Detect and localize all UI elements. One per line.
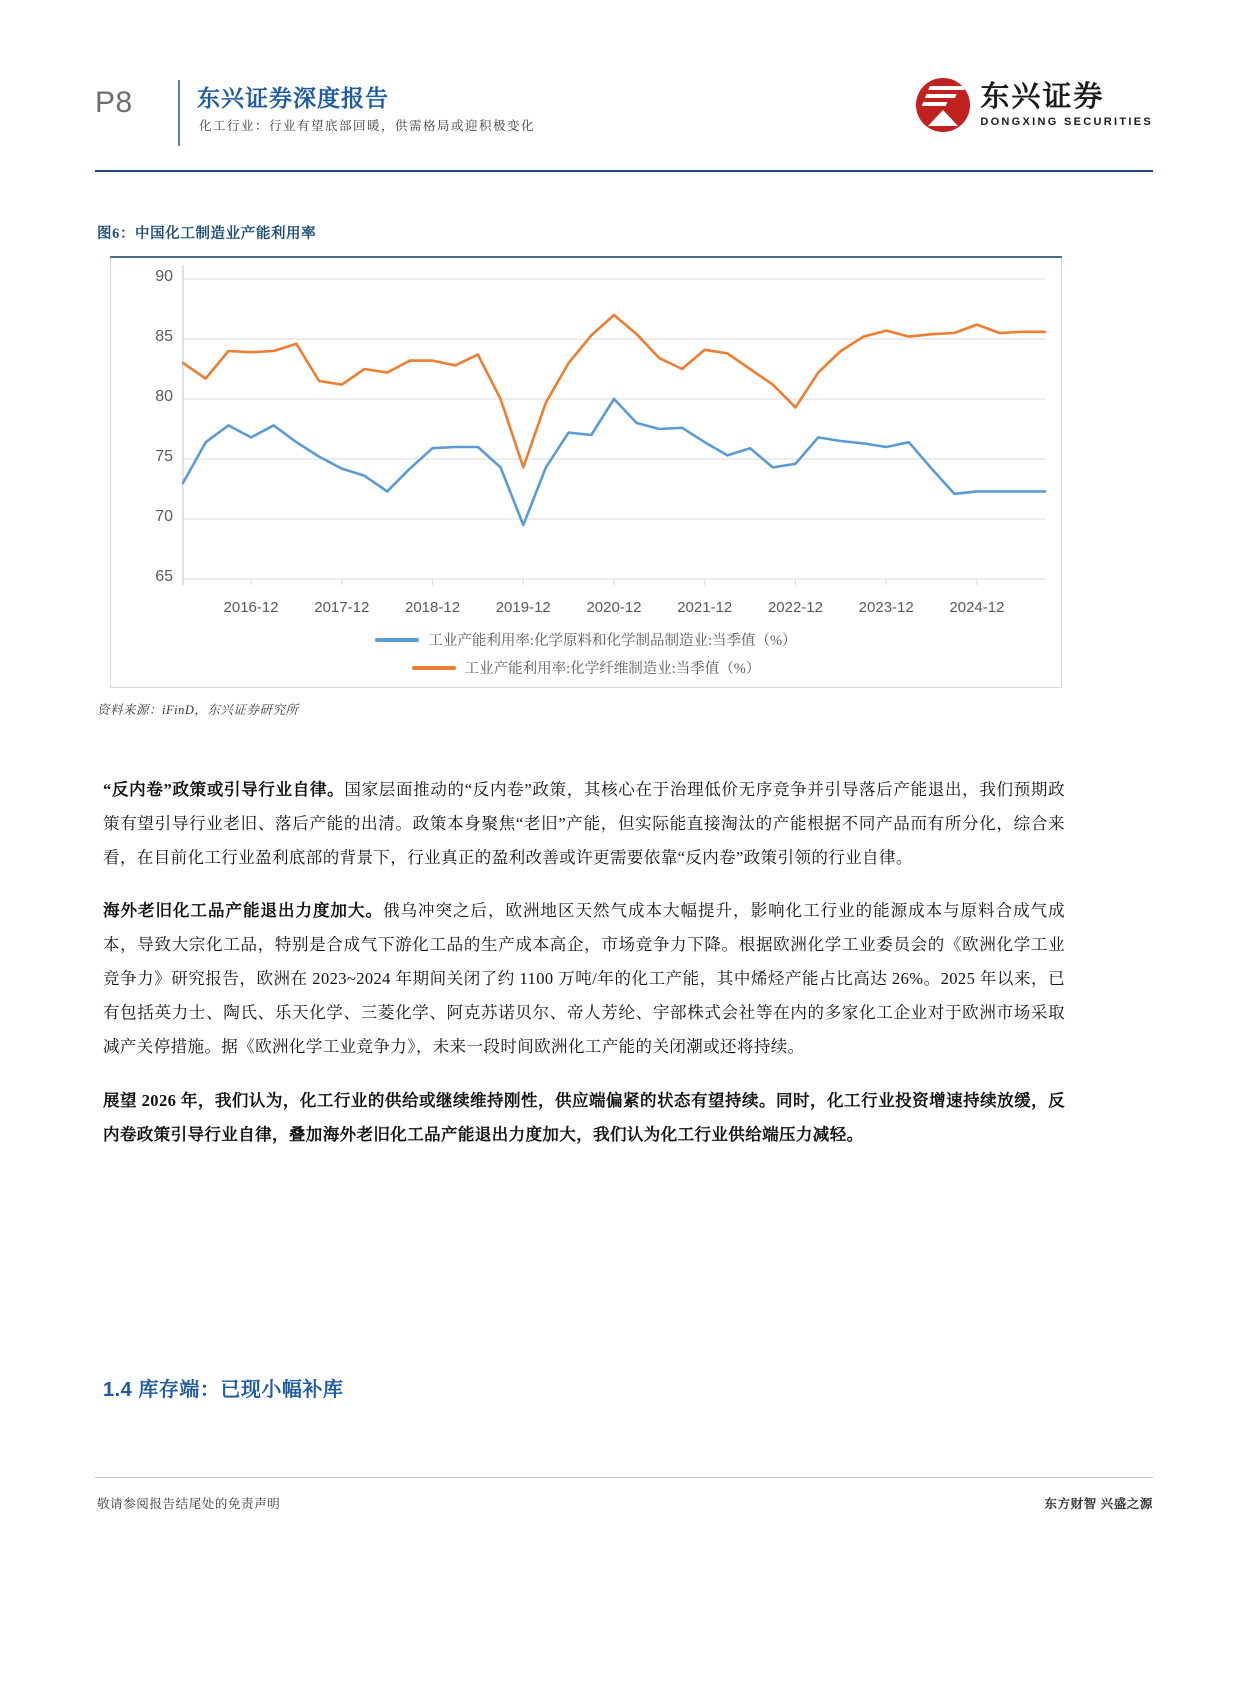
logo-chinese-name: 东兴证券 — [980, 80, 1105, 113]
page-number: P8 — [95, 86, 133, 119]
y-axis-tick: 90 — [155, 268, 173, 285]
footer-rule — [95, 1477, 1153, 1478]
footer-slogan: 东方财智 兴盛之源 — [1044, 1497, 1153, 1511]
paragraph-3 — [103, 1084, 1065, 1152]
paragraph-3-lead: 展望 2026 年， — [103, 1090, 215, 1110]
x-axis-tick: 2022-12 — [767, 599, 823, 616]
y-axis-tick: 70 — [155, 508, 173, 525]
x-axis-tick: 2017-12 — [314, 599, 370, 616]
x-axis-tick: 2019-12 — [495, 599, 551, 616]
article-body — [103, 756, 1065, 1171]
page-header — [0, 78, 1241, 170]
x-axis-tick: 2020-12 — [586, 599, 642, 616]
footer-disclaimer: 敬请参阅报告结尾处的免责声明 — [97, 1497, 281, 1511]
paragraph-1-text: 国家层面推动的“反内卷”政策，其核心在于治理低价无序竞争并引导落后产能退出，我们预期政策有望引导行业老旧、落后产能的出清。政策本身聚焦“老旧”产能，但实际能直接淘汰的产能根据不同产品而有所分化，综合来看，在目前化工行业盈利底部的背景下，行业真正的盈利改善或许更需要依靠“反内卷”政策引领的行业自律。 — [103, 779, 1065, 867]
x-axis-tick: 2021-12 — [677, 599, 733, 616]
x-axis-tick: 2016-12 — [223, 599, 279, 616]
legend-item[interactable] — [375, 629, 796, 650]
y-axis-tick: 65 — [155, 568, 173, 585]
paragraph-1-lead: “反内卷”政策或引导行业自律。 — [103, 779, 345, 799]
header-rule — [95, 170, 1153, 172]
section-heading-1-4: 1.4 库存端：已现小幅补库 — [103, 1379, 344, 1401]
figure-source: 资料来源：iFinD，东兴证券研究所 — [97, 703, 299, 717]
legend-item[interactable] — [412, 657, 761, 678]
report-subtitle: 化工行业：行业有望底部回暖，供需格局或迎积极变化 — [199, 119, 536, 133]
x-axis-tick: 2018-12 — [404, 599, 461, 616]
paragraph-1 — [103, 773, 1065, 875]
figure-caption: 图6：中国化工制造业产能利用率 — [97, 226, 317, 242]
y-axis-tick: 80 — [155, 388, 173, 405]
logo-english-name: DONGXING SECURITIES — [980, 115, 1153, 128]
legend-color-swatch — [375, 638, 419, 642]
legend-label: 工业产能利用率:化学纤维制造业:当季值（%） — [464, 661, 761, 677]
y-axis-tick: 85 — [155, 328, 173, 345]
chart-legend — [111, 629, 1061, 678]
dongxing-logo-icon — [916, 78, 970, 132]
company-logo — [916, 78, 1153, 132]
paragraph-2-text: 俄乌冲突之后，欧洲地区天然气成本大幅提升，影响化工行业的能源成本与原料合成气成本，导致大宗化工品，特别是合成气下游化工品的生产成本高企，市场竞争力下降。根据欧洲化学工业委员会的《欧洲化学工业竞争力》研究报告，欧洲在 2023~2024 年期间关闭了约 1100 万吨/年的化工产能，其中烯烃产能占比高达 26%。2025 年以来，已有包括英力士、陶氏、乐天化学、三菱化学、阿克苏诺贝尔、帝人芳纶、宇部株式会社等在内的多家化工企业对于欧洲市场采取减产关停措施。据《欧洲化学工业竞争力》，未来一段时间欧洲化工产能的关闭潮或还将持续。 — [103, 900, 1065, 1057]
paragraph-3-text: 我们认为，化工行业的供给或继续维持刚性，供应端偏紧的状态有望持续。同时，化工行业投资增速持续放缓，反内卷政策引导行业自律，叠加海外老旧化工品产能退出力度加大，我们认为化工行业供给端压力减轻。 — [103, 1090, 1066, 1144]
y-axis-tick: 75 — [155, 448, 173, 465]
legend-color-swatch — [412, 666, 456, 670]
legend-label: 工业产能利用率:化学原料和化学制品制造业:当季值（%） — [428, 633, 797, 649]
chart-plot-area — [111, 257, 1061, 687]
report-title: 东兴证券深度报告 — [197, 85, 389, 111]
paragraph-2 — [103, 894, 1065, 1065]
chart-container — [110, 256, 1062, 688]
chart-svg — [111, 257, 1061, 617]
x-axis-tick: 2024-12 — [949, 599, 1005, 616]
header-divider — [178, 80, 180, 146]
paragraph-2-lead: 海外老旧化工品产能退出力度加大。 — [103, 900, 384, 920]
x-axis-tick: 2023-12 — [858, 599, 914, 616]
